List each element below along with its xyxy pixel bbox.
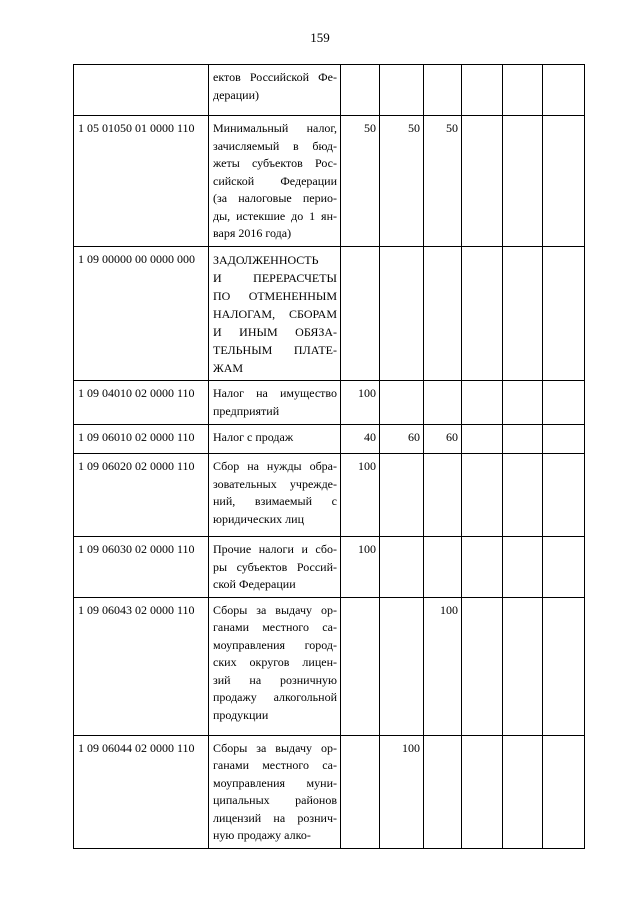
- revenue-name-line: Прочие налоги и сбо-: [213, 542, 337, 556]
- table-row: [74, 425, 585, 454]
- value-cell: [341, 597, 380, 735]
- revenue-name-line: зачисляемый в бюд-: [213, 138, 337, 153]
- revenue-name-line: жеты субъектов Рос-: [213, 156, 337, 170]
- budget-code-cell: 1 09 04010 02 0000 110: [74, 381, 209, 425]
- revenue-name-cell: [209, 425, 341, 454]
- revenue-name-line: НАЛОГАМ, СБОРАМ: [213, 307, 337, 321]
- value-cell: [503, 425, 543, 454]
- value-cell: 60: [380, 425, 424, 454]
- revenue-name-line: лицензий на рознич-: [213, 810, 337, 825]
- value-cell: [380, 247, 424, 381]
- value-cell: [462, 537, 503, 598]
- revenue-name-line: Налог на имущество: [213, 386, 337, 400]
- table-row: [74, 116, 585, 247]
- revenue-name-line: юридических лиц: [213, 511, 304, 526]
- revenue-name-line: ских округов лицен-: [213, 655, 337, 669]
- table-row: [74, 381, 585, 425]
- value-cell: [503, 381, 543, 425]
- value-cell: 100: [341, 454, 380, 537]
- value-cell: [462, 597, 503, 735]
- value-cell: [380, 381, 424, 425]
- value-cell: [543, 735, 585, 848]
- revenue-name-cell: [209, 537, 341, 598]
- revenue-name-line: ЗАДОЛЖЕННОСТЬ: [213, 253, 319, 267]
- revenue-name-line: варя 2016 года): [213, 226, 292, 240]
- revenue-name-line: ганами местного са-: [213, 758, 337, 772]
- revenue-name-line: И ИНЫМ ОБЯЗА-: [213, 325, 337, 339]
- value-cell: [462, 381, 503, 425]
- page-number: 159: [310, 30, 330, 45]
- value-cell: [503, 597, 543, 735]
- value-cell: 100: [424, 597, 462, 735]
- revenue-name-cell: [209, 597, 341, 735]
- revenue-name-line: ЖАМ: [213, 361, 244, 375]
- value-cell: [543, 381, 585, 425]
- budget-table: [73, 64, 585, 849]
- value-cell: [424, 537, 462, 598]
- value-cell: [503, 65, 543, 116]
- revenue-name-line: Сбор на нужды обра-: [213, 459, 337, 473]
- revenue-name-line: ды, истекшие до 1 ян-: [213, 208, 337, 223]
- revenue-name-line: зовательных учрежде-: [213, 476, 337, 491]
- value-cell: [543, 537, 585, 598]
- revenue-name-line: предприятий: [213, 403, 280, 418]
- revenue-name-cell: [209, 735, 341, 848]
- value-cell: [462, 735, 503, 848]
- table-row: [74, 65, 585, 116]
- value-cell: [380, 65, 424, 116]
- revenue-name-line: ектов Российской Фе-: [213, 70, 337, 84]
- table-row: [74, 454, 585, 537]
- revenue-name-line: ской Федерации: [213, 577, 296, 591]
- value-cell: 50: [341, 116, 380, 247]
- budget-code-cell: 1 09 06030 02 0000 110: [74, 537, 209, 598]
- value-cell: [462, 454, 503, 537]
- revenue-name-line: ТЕЛЬНЫМ ПЛАТЕ-: [213, 343, 337, 357]
- revenue-name-line: моуправления город-: [213, 637, 337, 652]
- value-cell: 40: [341, 425, 380, 454]
- value-cell: [424, 65, 462, 116]
- revenue-name-line: (за налоговые перио-: [213, 191, 337, 205]
- revenue-name-line: ную продажу алко-: [213, 828, 311, 842]
- revenue-name-line: моуправления муни-: [213, 775, 337, 790]
- value-cell: 60: [424, 425, 462, 454]
- value-cell: [424, 381, 462, 425]
- value-cell: [341, 65, 380, 116]
- revenue-name-line: ры субъектов Россий-: [213, 559, 337, 574]
- revenue-name-line: Сборы за выдачу ор-: [213, 740, 337, 755]
- value-cell: [341, 735, 380, 848]
- revenue-name-cell: [209, 65, 341, 116]
- revenue-name-line: Минимальный налог,: [213, 121, 337, 135]
- revenue-name-cell: [209, 381, 341, 425]
- revenue-name-line: дерации): [213, 87, 260, 102]
- value-cell: 50: [424, 116, 462, 247]
- budget-code-cell: 1 09 06010 02 0000 110: [74, 425, 209, 454]
- value-cell: [462, 116, 503, 247]
- table-row: [74, 247, 585, 381]
- value-cell: 50: [380, 116, 424, 247]
- revenue-name-line: Налог с продаж: [213, 430, 294, 444]
- value-cell: [503, 247, 543, 381]
- value-cell: [424, 454, 462, 537]
- value-cell: [380, 597, 424, 735]
- revenue-name-cell: [209, 454, 341, 537]
- budget-code-cell: 1 09 06043 02 0000 110: [74, 597, 209, 735]
- value-cell: [503, 537, 543, 598]
- revenue-name-line: ганами местного са-: [213, 620, 337, 634]
- revenue-name-cell: [209, 247, 341, 381]
- value-cell: [341, 247, 380, 381]
- value-cell: 100: [380, 735, 424, 848]
- value-cell: [503, 116, 543, 247]
- value-cell: [543, 425, 585, 454]
- budget-code-cell: 1 09 00000 00 0000 000: [74, 247, 209, 381]
- value-cell: [380, 454, 424, 537]
- value-cell: 100: [341, 537, 380, 598]
- value-cell: [503, 735, 543, 848]
- value-cell: [462, 425, 503, 454]
- table-row: [74, 597, 585, 735]
- revenue-name-line: продукции: [213, 707, 269, 722]
- value-cell: [543, 65, 585, 116]
- revenue-name-line: сийской Федерации: [213, 173, 337, 188]
- budget-code-cell: 1 05 01050 01 0000 110: [74, 116, 209, 247]
- value-cell: [503, 454, 543, 537]
- revenue-name-cell: [209, 116, 341, 247]
- value-cell: [543, 597, 585, 735]
- revenue-name-line: зий на розничную: [213, 672, 337, 687]
- revenue-name-line: И ПЕРЕРАСЧЕТЫ: [213, 271, 337, 285]
- value-cell: [424, 735, 462, 848]
- value-cell: [543, 116, 585, 247]
- budget-code-cell: 1 09 06044 02 0000 110: [74, 735, 209, 848]
- value-cell: 100: [341, 381, 380, 425]
- revenue-name-line: ПО ОТМЕНЕННЫМ: [213, 289, 337, 303]
- value-cell: [380, 537, 424, 598]
- revenue-name-line: ципальных районов: [213, 793, 337, 807]
- value-cell: [424, 247, 462, 381]
- value-cell: [462, 65, 503, 116]
- revenue-name-line: ний, взимаемый с: [213, 494, 337, 508]
- value-cell: [543, 247, 585, 381]
- revenue-name-line: продажу алкогольной: [213, 690, 337, 704]
- table-row: [74, 537, 585, 598]
- budget-code-cell: [74, 65, 209, 116]
- table-body: [74, 65, 585, 849]
- value-cell: [543, 454, 585, 537]
- value-cell: [462, 247, 503, 381]
- budget-code-cell: 1 09 06020 02 0000 110: [74, 454, 209, 537]
- table-row: [74, 735, 585, 848]
- revenue-name-line: Сборы за выдачу ор-: [213, 602, 337, 617]
